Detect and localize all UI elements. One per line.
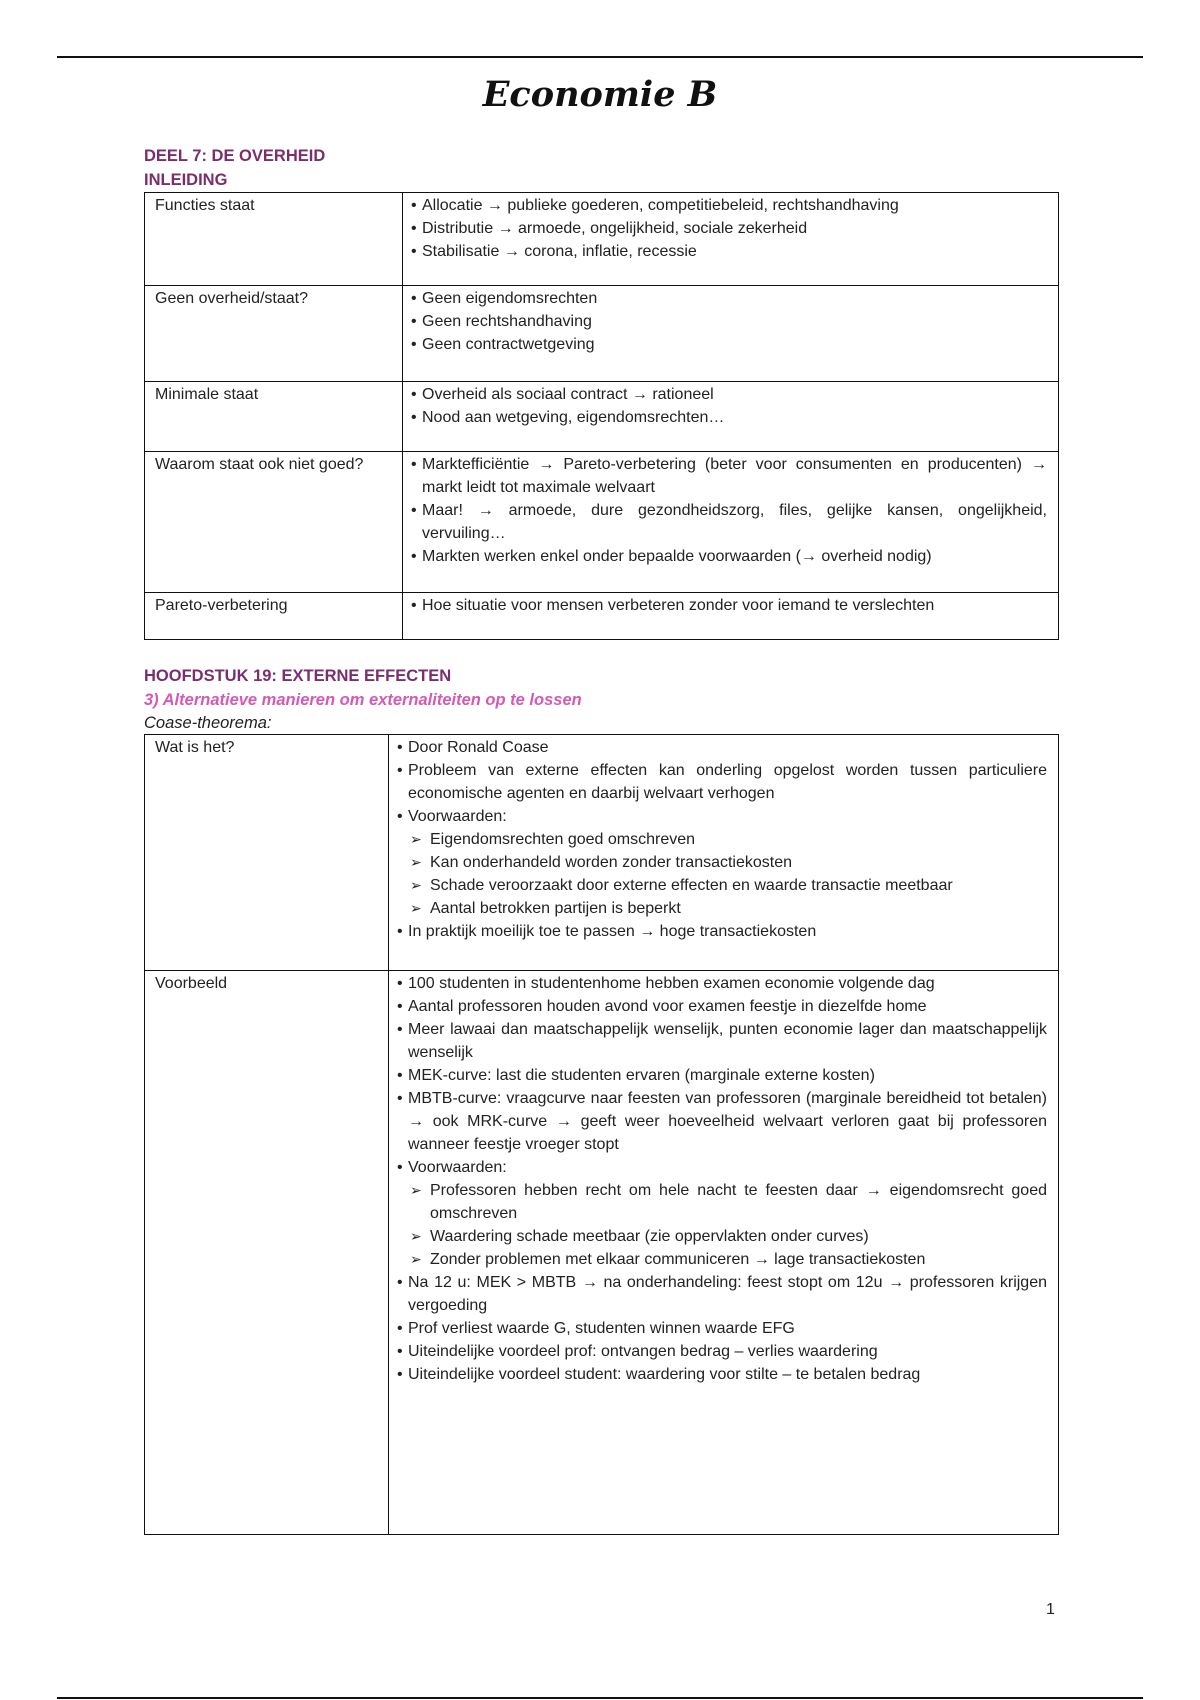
list-item: • Door Ronald Coase (397, 736, 1047, 759)
row-label: Minimale staat (145, 382, 403, 452)
table-row (145, 382, 1059, 452)
list-item (397, 805, 1047, 920)
list-item: • Marktefficiëntie → Pareto-verbetering (beter voor consumenten en producenten) → markt leidt tot maximale welvaart (411, 453, 1047, 499)
list-item: • Markten werken enkel onder bepaalde voorwaarden (→ overheid nodig) (411, 545, 1047, 568)
row-label: Functies staat (145, 193, 403, 286)
top-rule (57, 56, 1143, 58)
conditions-label: Voorwaarden: (408, 1159, 507, 1176)
list-item: • 100 studenten in studentenhome hebben examen economie volgende dag (397, 972, 1047, 995)
row-content (403, 286, 1059, 382)
sub-list-item: ➢ Professoren hebben recht om hele nacht te feesten daar → eigendomsrecht goed omschreven (408, 1179, 1047, 1225)
list-item: • Na 12 u: MEK > MBTB → na onderhandeling: feest stopt om 12u → professoren krijgen vergoeding (397, 1271, 1047, 1317)
row-content (403, 382, 1059, 452)
document-body (144, 144, 1059, 1535)
list-item: • MEK-curve: last die studenten ervaren (marginale externe kosten) (397, 1064, 1047, 1087)
row-content (389, 735, 1059, 971)
list-item: • Prof verliest waarde G, studenten winnen waarde EFG (397, 1317, 1047, 1340)
list-item: • Nood aan wetgeving, eigendomsrechten… (411, 406, 1047, 429)
chapter-heading: HOOFDSTUK 19: EXTERNE EFFECTEN (144, 667, 452, 685)
row-content (389, 971, 1059, 1535)
list-item: • Probleem van externe effecten kan onderling opgelost worden tussen particuliere economische agenten en daarbij welvaart verhogen (397, 759, 1047, 805)
topic-heading: Coase-theorema: (144, 714, 272, 732)
conditions-label: Voorwaarden: (408, 808, 507, 825)
subsection-heading: 3) Alternatieve manieren om externaliteiten op te lossen (144, 691, 582, 709)
table-row (145, 971, 1059, 1535)
list-item: • Hoe situatie voor mensen verbeteren zonder voor iemand te verslechten (411, 594, 1047, 617)
list-item: • MBTB-curve: vraagcurve naar feesten van professoren (marginale bereidheid tot betalen) → ook MRK-curve → geeft weer hoeveelheid welvaart verloren gaat bij professoren wanneer feestje vroeger stopt (397, 1087, 1047, 1156)
row-content (403, 452, 1059, 593)
intro-heading: INLEIDING (144, 171, 228, 189)
page-number: 1 (1046, 1601, 1055, 1618)
list-item (397, 1156, 1047, 1271)
sub-list-item: ➢ Schade veroorzaakt door externe effecten en waarde transactie meetbaar (408, 874, 1047, 897)
list-item: • Geen eigendomsrechten (411, 287, 1047, 310)
list-item: • Geen contractwetgeving (411, 333, 1047, 356)
row-label: Geen overheid/staat? (145, 286, 403, 382)
list-item: • Stabilisatie → corona, inflatie, recessie (411, 240, 1047, 263)
table-row (145, 593, 1059, 640)
table-row (145, 286, 1059, 382)
intro-table (144, 192, 1059, 640)
row-content (403, 593, 1059, 640)
list-item: • Distributie → armoede, ongelijkheid, sociale zekerheid (411, 217, 1047, 240)
list-item: • Maar! → armoede, dure gezondheidszorg, files, gelijke kansen, ongelijkheid, vervuiling… (411, 499, 1047, 545)
list-item: • Overheid als sociaal contract → rationeel (411, 383, 1047, 406)
list-item: • Meer lawaai dan maatschappelijk wenselijk, punten economie lager dan maatschappelijk wenselijk (397, 1018, 1047, 1064)
document-title: Economie B (482, 74, 718, 115)
row-label: Pareto-verbetering (145, 593, 403, 640)
part-heading: DEEL 7: DE OVERHEID (144, 147, 326, 165)
coase-table (144, 734, 1059, 1535)
list-item: • In praktijk moeilijk toe te passen → hoge transactiekosten (397, 920, 1047, 943)
table-row (145, 193, 1059, 286)
table-row (145, 452, 1059, 593)
list-item: • Allocatie → publieke goederen, competitiebeleid, rechtshandhaving (411, 194, 1047, 217)
list-item: • Uiteindelijke voordeel prof: ontvangen bedrag – verlies waardering (397, 1340, 1047, 1363)
table-row (145, 735, 1059, 971)
bottom-rule (57, 1697, 1143, 1699)
sub-list-item: ➢ Aantal betrokken partijen is beperkt (408, 897, 1047, 920)
row-label: Voorbeeld (145, 971, 389, 1535)
sub-list-item: ➢ Kan onderhandeld worden zonder transactiekosten (408, 851, 1047, 874)
row-label: Waarom staat ook niet goed? (145, 452, 403, 593)
sub-list-item: ➢ Eigendomsrechten goed omschreven (408, 828, 1047, 851)
sub-list-item: ➢ Zonder problemen met elkaar communiceren → lage transactiekosten (408, 1248, 1047, 1271)
sub-list-item: ➢ Waardering schade meetbaar (zie oppervlakten onder curves) (408, 1225, 1047, 1248)
row-label: Wat is het? (145, 735, 389, 971)
list-item: • Aantal professoren houden avond voor examen feestje in diezelfde home (397, 995, 1047, 1018)
list-item: • Geen rechtshandhaving (411, 310, 1047, 333)
list-item: • Uiteindelijke voordeel student: waardering voor stilte – te betalen bedrag (397, 1363, 1047, 1386)
row-content (403, 193, 1059, 286)
